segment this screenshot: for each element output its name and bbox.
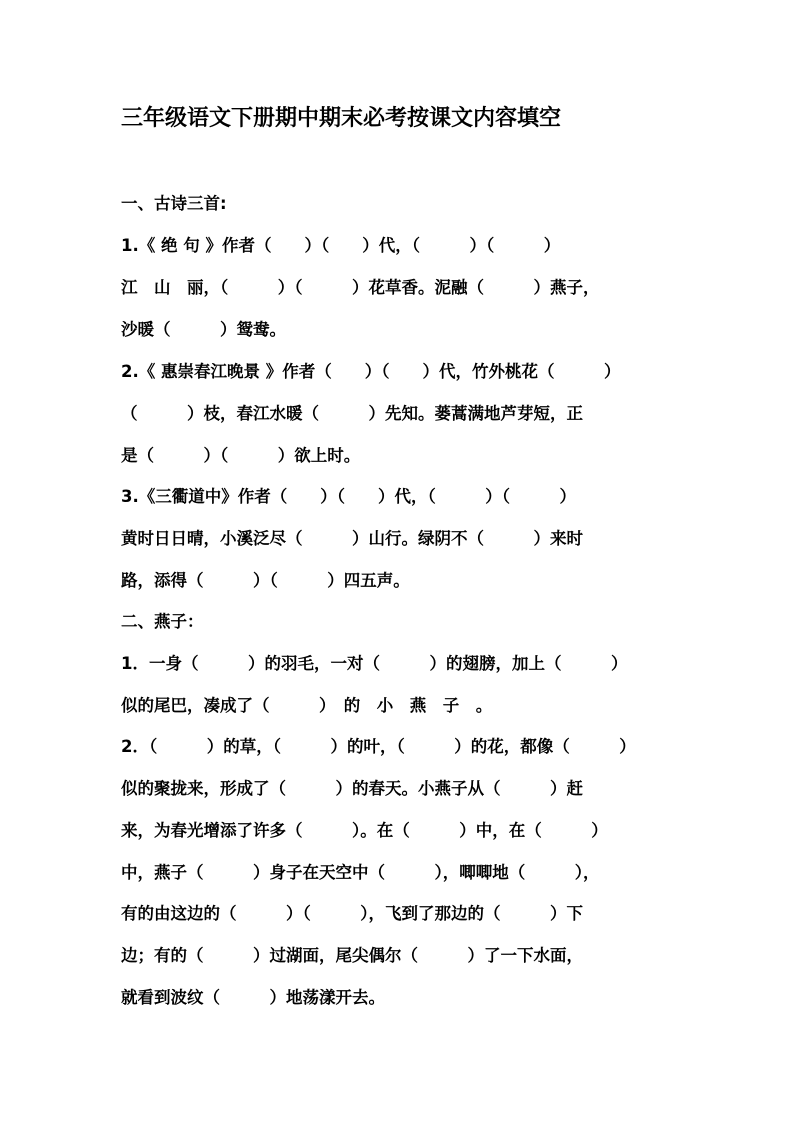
text-line: 江 山 丽，（ ）（ ）花草香。泥融（ ）燕子，: [121, 278, 600, 297]
text-line: 中，燕子（ ）身子在天空中（ ），唧唧地（ ），: [121, 863, 600, 882]
page-title: 三年级语文下册期中期末必考按课文内容填空: [121, 106, 562, 131]
text-line: 似的聚拢来，形成了（ ）的春天。小燕子从（ ）赶: [121, 779, 583, 798]
text-line: 是（ ）（ ）欲上时。: [121, 446, 361, 465]
text-line: 1．一身（ ）的羽毛，一对（ ）的翅膀，加上（ ）: [121, 654, 628, 673]
text-line: （ ）枝，春江水暖（ ）先知。蒌蒿满地芦芽短，正: [121, 404, 583, 423]
section-heading-swallow: 二、燕子：: [121, 612, 204, 631]
text-line: 3.《三衢道中》作者（ ）（ ）代，（ ）（ ）: [121, 487, 576, 506]
section-heading-ancient-poems: 一、古诗三首:: [121, 194, 227, 213]
text-line: 就看到波纹（ ）地荡漾开去。: [121, 988, 385, 1007]
text-line: 2．（ ）的草，（ ）的叶，（ ）的花，都像（ ）: [121, 737, 636, 756]
text-line: 沙暖（ ）鸳鸯。: [121, 320, 286, 339]
text-line: 黄时日日晴，小溪泛尽（ ）山行。绿阴不（ ）来时: [121, 529, 583, 548]
text-line: 边；有的（ ）过湖面，尾尖偶尔（ ）了一下水面，: [121, 946, 583, 965]
text-line: 1.《 绝 句 》作者（ ）（ ）代，（ ）（ ）: [121, 236, 561, 255]
text-line: 2.《 惠崇春江晚景 》作者（ ）（ ）代，竹外桃花（ ）: [121, 362, 621, 381]
text-line: 有的由这边的（ ）（ ），飞到了那边的（ ）下: [121, 904, 583, 923]
text-line: 来，为春光增添了许多（ ）。在（ ）中，在（ ）: [121, 821, 608, 840]
text-line: 似的尾巴，凑成了（ ） 的 小 燕 子 。: [121, 696, 493, 715]
text-line: 路，添得（ ）（ ）四五声。: [121, 571, 410, 590]
